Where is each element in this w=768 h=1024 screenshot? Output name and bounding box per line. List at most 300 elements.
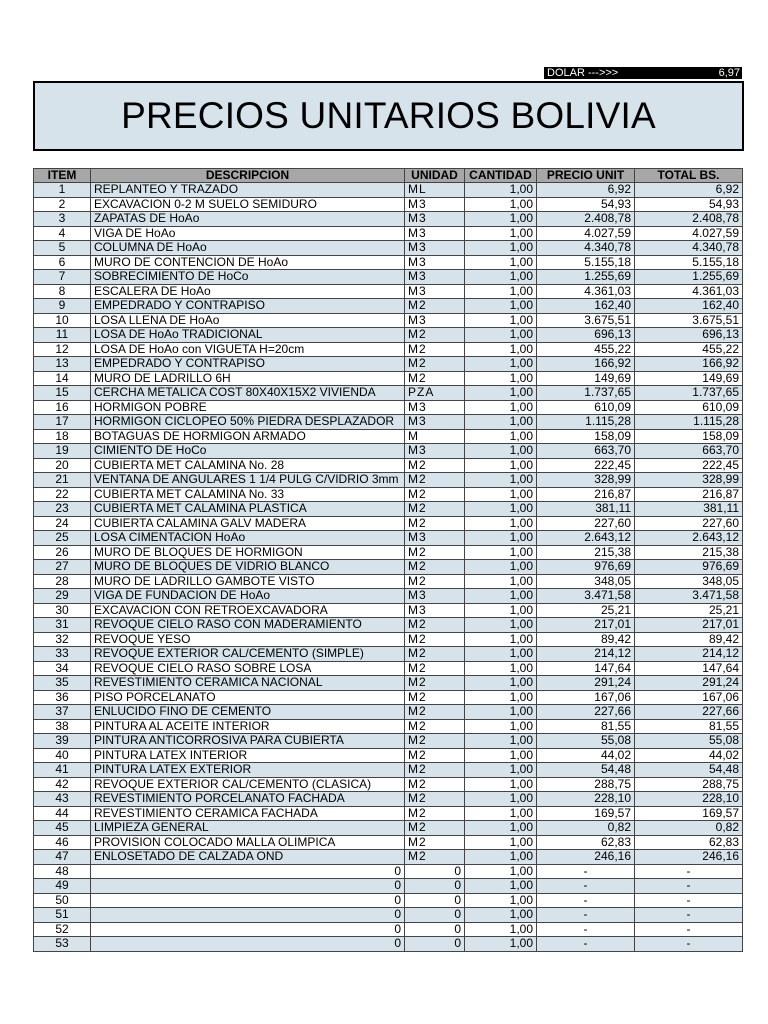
table-row [34,792,743,807]
cell-item: 39 [34,734,91,749]
header-unidad: UNIDAD [405,169,465,183]
cell-descripcion: MURO DE LADRILLO 6H [91,371,405,386]
cell-total: 89,42 [635,632,743,647]
cell-unidad: M3 [405,531,465,546]
cell-precio-unit: 227,66 [537,705,635,720]
cell-total: 217,01 [635,618,743,633]
header-precio-unit: PRECIO UNIT [537,169,635,183]
table-row [34,821,743,836]
cell-precio-unit: 55,08 [537,734,635,749]
cell-total: 162,40 [635,299,743,314]
cell-precio-unit: 227,60 [537,516,635,531]
table-row [34,444,743,459]
cell-item: 31 [34,618,91,633]
cell-total: 166,92 [635,357,743,372]
cell-total: 44,02 [635,748,743,763]
cell-cantidad: 1,00 [465,719,537,734]
cell-cantidad: 1,00 [465,560,537,575]
cell-total: 215,38 [635,545,743,560]
cell-item: 25 [34,531,91,546]
cell-total: 55,08 [635,734,743,749]
cell-unidad: M3 [405,444,465,459]
cell-item: 48 [34,864,91,879]
cell-item: 14 [34,371,91,386]
table-row [34,255,743,270]
cell-item: 19 [34,444,91,459]
table-row [34,661,743,676]
cell-precio-unit: 4.340,78 [537,241,635,256]
cell-cantidad: 1,00 [465,676,537,691]
cell-unidad: M2 [405,328,465,343]
table-row [34,299,743,314]
table-row [34,850,743,865]
cell-precio-unit: 216,87 [537,487,635,502]
cell-cantidad: 1,00 [465,328,537,343]
cell-total: 4.361,03 [635,284,743,299]
table-row [34,705,743,720]
cell-unidad: M3 [405,212,465,227]
cell-descripcion: CUBIERTA CALAMINA GALV MADERA [91,516,405,531]
cell-precio-unit: 3.471,58 [537,589,635,604]
cell-total: - [635,879,743,894]
cell-total: - [635,922,743,937]
cell-cantidad: 1,00 [465,922,537,937]
cell-descripcion: LOSA CIMENTACION HoAo [91,531,405,546]
cell-precio-unit: - [537,864,635,879]
cell-descripcion: 0 [91,937,405,952]
cell-descripcion: 0 [91,922,405,937]
cell-item: 50 [34,893,91,908]
cell-descripcion: ENLOSETADO DE CALZADA OND [91,850,405,865]
cell-total: - [635,893,743,908]
table-row [34,574,743,589]
cell-descripcion: REVOQUE EXTERIOR CAL/CEMENTO (SIMPLE) [91,647,405,662]
cell-descripcion: LIMPIEZA GENERAL [91,821,405,836]
cell-total: 216,87 [635,487,743,502]
cell-unidad: M2 [405,502,465,517]
cell-item: 30 [34,603,91,618]
cell-precio-unit: 147,64 [537,661,635,676]
cell-descripcion: REPLANTEO Y TRAZADO [91,183,405,198]
cell-total: 1.255,69 [635,270,743,285]
table-row [34,502,743,517]
cell-descripcion: PINTURA LATEX EXTERIOR [91,763,405,778]
cell-item: 24 [34,516,91,531]
cell-precio-unit: 158,09 [537,429,635,444]
cell-unidad: M2 [405,516,465,531]
table-row [34,864,743,879]
cell-descripcion: REVESTIMIENTO CERAMICA FACHADA [91,806,405,821]
cell-item: 15 [34,386,91,401]
table-row [34,183,743,198]
cell-descripcion: CUBIERTA MET CALAMINA No. 28 [91,458,405,473]
cell-descripcion: VIGA DE FUNDACION DE HoAo [91,589,405,604]
cell-cantidad: 1,00 [465,371,537,386]
cell-unidad: M2 [405,560,465,575]
cell-cantidad: 1,00 [465,618,537,633]
cell-descripcion: VENTANA DE ANGULARES 1 1/4 PULG C/VIDRIO 3mm [91,473,405,488]
cell-item: 13 [34,357,91,372]
cell-total: 3.675,51 [635,313,743,328]
cell-item: 46 [34,835,91,850]
cell-descripcion: 0 [91,908,405,923]
cell-unidad: M3 [405,415,465,430]
cell-unidad: PZA [405,386,465,401]
cell-item: 23 [34,502,91,517]
cell-item: 8 [34,284,91,299]
cell-precio-unit: 169,57 [537,806,635,821]
cell-cantidad: 1,00 [465,444,537,459]
cell-item: 26 [34,545,91,560]
cell-precio-unit: 62,83 [537,835,635,850]
table-row [34,603,743,618]
cell-cantidad: 1,00 [465,705,537,720]
cell-cantidad: 1,00 [465,763,537,778]
cell-descripcion: BOTAGUAS DE HORMIGON ARMADO [91,429,405,444]
cell-item: 43 [34,792,91,807]
cell-precio-unit: 217,01 [537,618,635,633]
cell-item: 21 [34,473,91,488]
table-header-row [34,169,743,183]
cell-precio-unit: 3.675,51 [537,313,635,328]
cell-cantidad: 1,00 [465,516,537,531]
cell-total: 54,48 [635,763,743,778]
table-row [34,415,743,430]
cell-total: 81,55 [635,719,743,734]
table-row [34,618,743,633]
cell-total: 169,57 [635,806,743,821]
cell-precio-unit: 149,69 [537,371,635,386]
cell-descripcion: EMPEDRADO Y CONTRAPISO [91,299,405,314]
cell-cantidad: 1,00 [465,241,537,256]
header-item: ITEM [34,169,91,183]
cell-item: 18 [34,429,91,444]
table-row [34,806,743,821]
cell-item: 16 [34,400,91,415]
cell-item: 5 [34,241,91,256]
cell-item: 28 [34,574,91,589]
cell-cantidad: 1,00 [465,777,537,792]
cell-unidad: M2 [405,734,465,749]
cell-descripcion: REVOQUE CIELO RASO SOBRE LOSA [91,661,405,676]
cell-item: 4 [34,226,91,241]
cell-cantidad: 1,00 [465,908,537,923]
cell-cantidad: 1,00 [465,197,537,212]
cell-descripcion: LOSA DE HoAo con VIGUETA H=20cm [91,342,405,357]
cell-unidad: 0 [405,922,465,937]
cell-cantidad: 1,00 [465,429,537,444]
cell-total: 6,92 [635,183,743,198]
table-row [34,516,743,531]
table-row [34,763,743,778]
cell-unidad: M3 [405,241,465,256]
cell-unidad: 0 [405,879,465,894]
cell-total: 228,10 [635,792,743,807]
cell-descripcion: LOSA DE HoAo TRADICIONAL [91,328,405,343]
cell-precio-unit: 2.408,78 [537,212,635,227]
cell-precio-unit: - [537,937,635,952]
cell-item: 27 [34,560,91,575]
cell-precio-unit: 246,16 [537,850,635,865]
cell-unidad: M2 [405,821,465,836]
cell-item: 41 [34,763,91,778]
page-title: PRECIOS UNITARIOS BOLIVIA [121,95,656,136]
table-row [34,748,743,763]
cell-descripcion: REVOQUE YESO [91,632,405,647]
cell-cantidad: 1,00 [465,487,537,502]
cell-descripcion: REVOQUE EXTERIOR CAL/CEMENTO (CLASICA) [91,777,405,792]
cell-cantidad: 1,00 [465,386,537,401]
cell-total: 381,11 [635,502,743,517]
cell-unidad: M2 [405,792,465,807]
cell-descripcion: MURO DE BLOQUES DE VIDRIO BLANCO [91,560,405,575]
cell-precio-unit: 167,06 [537,690,635,705]
cell-total: 328,99 [635,473,743,488]
cell-item: 37 [34,705,91,720]
table-row [34,676,743,691]
cell-unidad: M3 [405,400,465,415]
cell-precio-unit: 1.115,28 [537,415,635,430]
cell-cantidad: 1,00 [465,603,537,618]
table-row [34,487,743,502]
cell-precio-unit: 663,70 [537,444,635,459]
cell-cantidad: 1,00 [465,212,537,227]
table-row [34,342,743,357]
cell-item: 10 [34,313,91,328]
cell-precio-unit: 54,93 [537,197,635,212]
cell-item: 33 [34,647,91,662]
cell-descripcion: PINTURA LATEX INTERIOR [91,748,405,763]
cell-total: 62,83 [635,835,743,850]
cell-unidad: M2 [405,763,465,778]
cell-item: 29 [34,589,91,604]
cell-descripcion: EXCAVACION 0-2 M SUELO SEMIDURO [91,197,405,212]
cell-cantidad: 1,00 [465,545,537,560]
table-row [34,197,743,212]
cell-unidad: ML [405,183,465,198]
cell-descripcion: CERCHA METALICA COST 80X40X15X2 VIVIENDA [91,386,405,401]
cell-cantidad: 1,00 [465,255,537,270]
cell-unidad: M [405,429,465,444]
cell-item: 17 [34,415,91,430]
cell-cantidad: 1,00 [465,748,537,763]
cell-precio-unit: 6,92 [537,183,635,198]
cell-total: 288,75 [635,777,743,792]
cell-total: 147,64 [635,661,743,676]
cell-item: 11 [34,328,91,343]
cell-total: 1.115,28 [635,415,743,430]
cell-descripcion: REVOQUE CIELO RASO CON MADERAMIENTO [91,618,405,633]
cell-precio-unit: 5.155,18 [537,255,635,270]
cell-unidad: M3 [405,270,465,285]
cell-unidad: M3 [405,589,465,604]
table-row [34,429,743,444]
cell-cantidad: 1,00 [465,632,537,647]
cell-unidad: M2 [405,806,465,821]
cell-total: 0,82 [635,821,743,836]
cell-descripcion: EXCAVACION CON RETROEXCAVADORA [91,603,405,618]
cell-descripcion: CUBIERTA MET CALAMINA No. 33 [91,487,405,502]
cell-descripcion: MURO DE LADRILLO GAMBOTE VISTO [91,574,405,589]
cell-cantidad: 1,00 [465,879,537,894]
cell-precio-unit: 4.361,03 [537,284,635,299]
header-total: TOTAL BS. [635,169,743,183]
cell-cantidad: 1,00 [465,270,537,285]
cell-descripcion: LOSA LLENA DE HoAo [91,313,405,328]
cell-total: - [635,908,743,923]
cell-total: 455,22 [635,342,743,357]
cell-precio-unit: 89,42 [537,632,635,647]
cell-descripcion: 0 [91,893,405,908]
table-row [34,241,743,256]
cell-item: 51 [34,908,91,923]
cell-unidad: M2 [405,545,465,560]
cell-item: 42 [34,777,91,792]
cell-descripcion: EMPEDRADO Y CONTRAPISO [91,357,405,372]
cell-unidad: M2 [405,357,465,372]
cell-total: 2.643,12 [635,531,743,546]
table-row [34,893,743,908]
table-row [34,734,743,749]
cell-total: 54,93 [635,197,743,212]
title-box [33,81,744,151]
cell-cantidad: 1,00 [465,589,537,604]
cell-item: 44 [34,806,91,821]
cell-item: 2 [34,197,91,212]
cell-unidad: M2 [405,574,465,589]
cell-item: 9 [34,299,91,314]
cell-descripcion: MURO DE BLOQUES DE HORMIGON [91,545,405,560]
cell-item: 45 [34,821,91,836]
cell-total: 149,69 [635,371,743,386]
cell-item: 52 [34,922,91,937]
table-row [34,531,743,546]
cell-cantidad: 1,00 [465,806,537,821]
table-row [34,386,743,401]
cell-descripcion: 0 [91,879,405,894]
cell-cantidad: 1,00 [465,690,537,705]
table-row [34,371,743,386]
cell-item: 20 [34,458,91,473]
cell-total: 5.155,18 [635,255,743,270]
cell-total: 291,24 [635,676,743,691]
cell-total: - [635,864,743,879]
cell-unidad: M3 [405,284,465,299]
cell-total: 4.340,78 [635,241,743,256]
table-row [34,835,743,850]
cell-cantidad: 1,00 [465,734,537,749]
cell-precio-unit: 4.027,59 [537,226,635,241]
cell-precio-unit: 162,40 [537,299,635,314]
cell-item: 1 [34,183,91,198]
cell-precio-unit: 44,02 [537,748,635,763]
cell-precio-unit: 288,75 [537,777,635,792]
table-row [34,400,743,415]
cell-unidad: 0 [405,908,465,923]
cell-cantidad: 1,00 [465,661,537,676]
cell-unidad: M2 [405,777,465,792]
cell-total: - [635,937,743,952]
cell-cantidad: 1,00 [465,850,537,865]
cell-item: 40 [34,748,91,763]
dollar-rate-value: 6,97 [718,67,740,79]
table-row [34,226,743,241]
cell-precio-unit: 455,22 [537,342,635,357]
cell-unidad: M2 [405,835,465,850]
cell-total: 1.737,65 [635,386,743,401]
cell-cantidad: 1,00 [465,400,537,415]
table-row [34,690,743,705]
cell-cantidad: 1,00 [465,183,537,198]
cell-total: 222,45 [635,458,743,473]
header-descripcion: DESCRIPCION [91,169,405,183]
cell-precio-unit: 166,92 [537,357,635,372]
table-row [34,937,743,952]
cell-descripcion: REVESTIMIENTO PORCELANATO FACHADA [91,792,405,807]
cell-descripcion: ZAPATAS DE HoAo [91,212,405,227]
cell-cantidad: 1,00 [465,821,537,836]
table-row [34,328,743,343]
cell-descripcion: SOBRECIMIENTO DE HoCo [91,270,405,285]
table-row [34,632,743,647]
cell-descripcion: PISO PORCELANATO [91,690,405,705]
cell-descripcion: CIMIENTO DE HoCo [91,444,405,459]
table-row [34,473,743,488]
table-row [34,212,743,227]
table-row [34,357,743,372]
cell-precio-unit: 54,48 [537,763,635,778]
table-row [34,647,743,662]
table-row [34,922,743,937]
cell-total: 4.027,59 [635,226,743,241]
cell-precio-unit: 291,24 [537,676,635,691]
cell-item: 3 [34,212,91,227]
cell-unidad: M2 [405,618,465,633]
cell-cantidad: 1,00 [465,299,537,314]
cell-precio-unit: 215,38 [537,545,635,560]
cell-cantidad: 1,00 [465,284,537,299]
cell-total: 158,09 [635,429,743,444]
cell-total: 25,21 [635,603,743,618]
cell-cantidad: 1,00 [465,415,537,430]
cell-total: 2.408,78 [635,212,743,227]
cell-descripcion: VIGA DE HoAo [91,226,405,241]
cell-cantidad: 1,00 [465,647,537,662]
cell-unidad: M2 [405,487,465,502]
cell-descripcion: HORMIGON CICLOPEO 50% PIEDRA DESPLAZADOR [91,415,405,430]
cell-descripcion: ESCALERA DE HoAo [91,284,405,299]
table-row [34,879,743,894]
table-row [34,313,743,328]
cell-cantidad: 1,00 [465,574,537,589]
cell-unidad: M3 [405,226,465,241]
cell-total: 663,70 [635,444,743,459]
cell-item: 32 [34,632,91,647]
table-row [34,560,743,575]
cell-total: 214,12 [635,647,743,662]
cell-precio-unit: - [537,908,635,923]
cell-precio-unit: 696,13 [537,328,635,343]
cell-cantidad: 1,00 [465,473,537,488]
cell-precio-unit: 381,11 [537,502,635,517]
cell-precio-unit: 25,21 [537,603,635,618]
cell-cantidad: 1,00 [465,357,537,372]
cell-item: 53 [34,937,91,952]
cell-precio-unit: 348,05 [537,574,635,589]
cell-cantidad: 1,00 [465,792,537,807]
cell-cantidad: 1,00 [465,458,537,473]
header-cantidad: CANTIDAD [465,169,537,183]
